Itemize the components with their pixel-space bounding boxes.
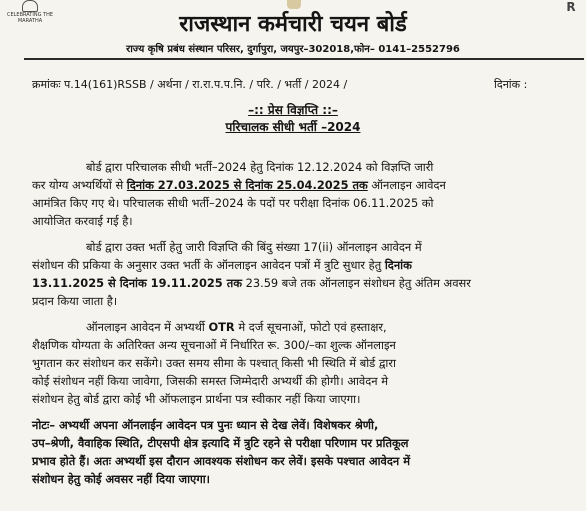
reference-number: क्रमांकः प.14(161)RSSB / अर्थना / रा.रा.प.प.नि. / परि. / भर्ती / 2024 /: [32, 78, 348, 91]
correction-period: 13.11.2025 से दिनांक 19.11.2025 तक: [32, 276, 242, 290]
left-logo-text: CELEBRATING THE MARATHA: [6, 12, 54, 24]
p2-line-3-tail: 23.59 बजे तक ऑनलाइन संशोधन हेतु अंतिम अवसर: [241, 276, 471, 290]
p3-line-1-tail: मे दर्ज सूचनाओं, फोटो एवं हस्ताक्षर,: [234, 320, 387, 334]
org-address: राज्य कृषि प्रबंध संस्थान परिसर, दुर्गापुरा, जयपुर–302018,फोन– 0141–2552796: [126, 44, 460, 55]
p1-line-2: [32, 178, 446, 193]
p3-line-4: कोई संशोधन नहीं किया जावेगा, जिसकी समस्त जिम्मेदारी अभ्यर्थी की होगी। आवेदन मे: [32, 374, 389, 388]
note-line-3: प्रभाव होते हैं। अतः अभ्यर्थी इस दौरान आवश्यक संशोधन कर लेवें। इसके पश्चात आवेदन में: [32, 454, 410, 468]
p1-line-4: आयोजित करवाई गई है।: [32, 214, 133, 228]
p3-line-5: संशोधन हेतु बोर्ड द्वारा कोई भी ऑफलाइन प्रार्थना पत्र स्वीकार नहीं किया जाएगा।: [32, 392, 361, 406]
date-label: दिनांक :: [494, 78, 528, 91]
p2-line-2: [32, 258, 412, 273]
note-line-1: नोटः– अभ्यर्थी अपना ऑनलाईन आवेदन पत्र पुनः ध्यान से देख लेवें। विशेषकर श्रेणी,: [32, 418, 379, 432]
p3-line-2: शैक्षणिक योग्यता के अतिरिक्त अन्य सूचनाओं में निर्धारित रू. 300/–का शुल्क ऑनलाइन: [32, 338, 396, 352]
notice-subject: परिचालक सीधी भर्ती –2024: [225, 120, 361, 134]
p3-line-3: भुगतान कर संशोधन कर सकेंगे। उक्त समय सीमा के पश्चात् किसी भी स्थिति में बोर्ड द्वारा: [32, 356, 396, 370]
application-period: दिनांक 27.03.2025 से दिनांक 25.04.2025 तक: [126, 178, 368, 192]
header-divider: [24, 58, 584, 60]
otr-label: OTR: [208, 320, 235, 334]
press-release-heading: –:: प्रेस विज्ञप्ति ::–: [248, 103, 338, 117]
p1-line-2-text: कर योग्य अभ्यर्थियों से: [32, 178, 127, 192]
p2-line-3: [32, 276, 471, 291]
org-name: राजस्थान कर्मचारी चयन बोर्ड: [179, 12, 407, 37]
p3-line-1-text: ऑनलाइन आवेदन में अभ्यर्थी: [86, 320, 209, 334]
right-logo: R: [566, 0, 576, 14]
p2-line-1: बोर्ड द्वारा उक्त भर्ती हेतु जारी विज्ञप्ति की बिंदु संख्या 17(ii) ऑनलाइन आवेदन में: [86, 240, 422, 254]
p1-line-3: आमंत्रित किए गए थे। परिचालक सीधी भर्ती–2024 के पदों पर परीक्षा दिनांक 06.11.2025 को: [32, 196, 434, 210]
p2-line-2-bold: दिनांक: [384, 258, 412, 272]
p1-line-1: बोर्ड द्वारा परिचालक सीधी भर्ती–2024 हेतु दिनांक 12.12.2024 को विज्ञप्ति जारी: [86, 160, 434, 174]
p1-line-2-tail: ऑनलाइन आवेदन: [367, 178, 446, 192]
note-line-2: उप–श्रेणी, वैवाहिक स्थिति, टीएसपी क्षेत्र इत्यादि में त्रुटि रहने से परीक्षा परिणाम पर प्रतिकूल: [32, 436, 409, 450]
p2-line-2-text: संशोधन की प्रकिया के अनुसार उक्त भर्ती के ऑनलाइन आवेदन पत्रों में त्रुटि सुधार हेतु: [32, 258, 385, 272]
p3-line-1: [86, 320, 387, 335]
p2-line-4: प्रदान किया जाता है।: [32, 294, 118, 308]
note-line-4: संशोधन हेतु कोई अवसर नहीं दिया जाएगा।: [32, 472, 211, 486]
